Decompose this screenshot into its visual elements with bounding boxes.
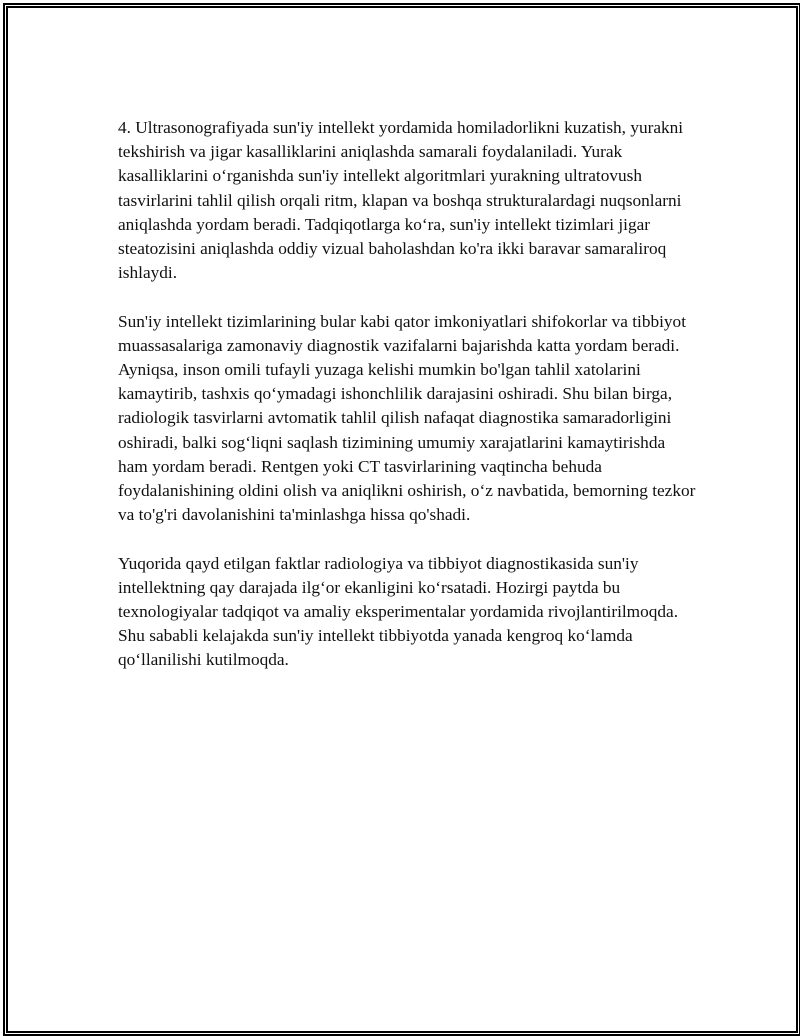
paragraph-ai-capabilities: Sun'iy intellekt tizimlarining bular kabi qator imkoniyatlari shifokorlar va tibbiyot muassasalariga zamonaviy diagnostik vazifalarni bajarishda katta yordam beradi. Ayniqsa, inson omili tufayli yuzaga kelishi mumkin bo'lgan tahlil xatolarini kamaytirib, tashxis qoʻymadagi ishonchlilik darajasini oshiradi. Shu bilan birga, radiologik tasvirlarni avtomatik tahlil qilish nafaqat diagnostika samaradorligini oshiradi, balki sogʻliqni saqlash tizimining umumiy xarajatlarini kamaytirishda ham yordam beradi. Rentgen yoki CT tasvirlarining vaqtincha behuda foydalanishining oldini olish va aniqlikni oshirish, oʻz navbatida, bemorning tezkor va to'g'ri davolanishini ta'minlashga hissa qo'shadi. xyxy=(118,311,696,525)
paragraph-ultrasonography: 4. Ultrasonografiyada sun'iy intellekt yordamida homiladorlikni kuzatish, yurakni tekshirish va jigar kasalliklarini aniqlashda samarali foydalaniladi. Yurak kasalliklarini oʻrganishda sun'iy intellekt algoritmlari yurakning ultratovush tasvirlarini tahlil qilish orqali ritm, klapan va boshqa strukturalardagi nuqsonlarni aniqlashda yordam beradi. Tadqiqotlarga koʻra, sun'iy intellekt tizimlari jigar steatozisini aniqlashda oddiy vizual baholashdan ko'ra ikki baravar samaraliroq ishlaydi. xyxy=(118,118,684,283)
document-body xyxy=(118,116,698,697)
paragraph-conclusion: Yuqorida qayd etilgan faktlar radiologiya va tibbiyot diagnostikasida sun'iy intellektning qay darajada ilgʻor ekanligini koʻrsatadi. Hozirgi paytda bu texnologiyalar tadqiqot va amaliy eksperimentalar yordamida rivojlantirilmoqda. Shu sababli kelajakda sun'iy intellekt tibbiyotda yanada kengroq koʻlamda qoʻllanilishi kutilmoqda. xyxy=(118,553,679,670)
